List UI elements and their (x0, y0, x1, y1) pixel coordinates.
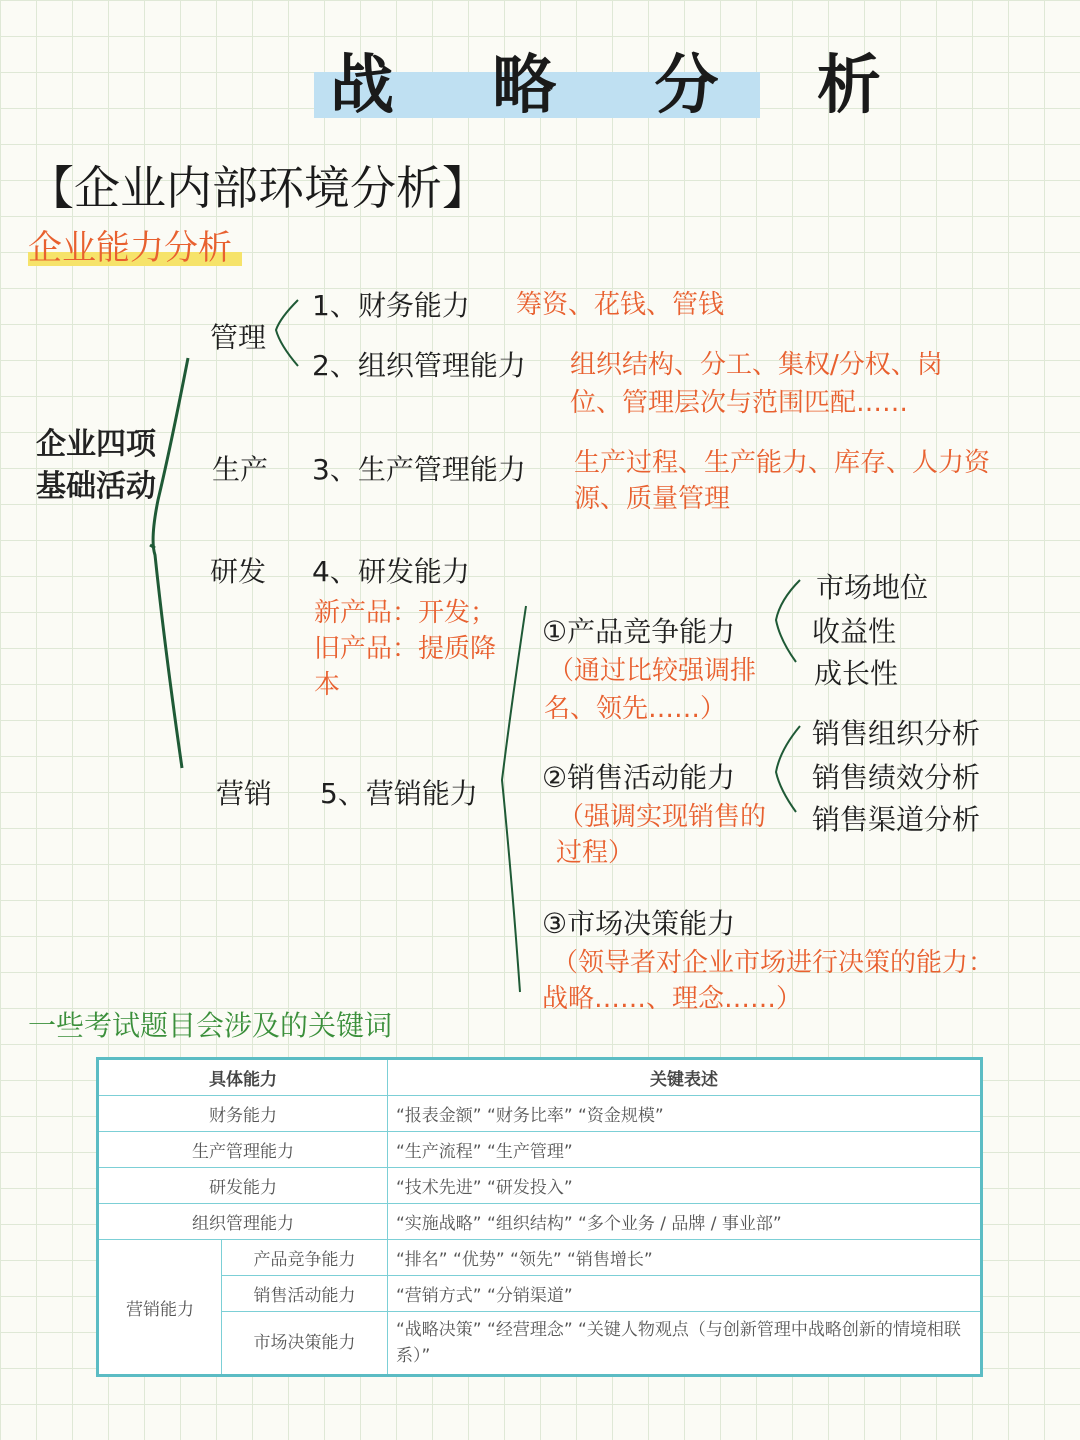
item-rd: 4、研发能力 (312, 555, 470, 588)
group-manage: 管理 (210, 321, 267, 354)
m1-brace (776, 580, 800, 662)
keywords-table (96, 1057, 983, 1377)
row-ability: 产品竞争能力 (222, 1240, 388, 1276)
group-market: 营销 (216, 777, 273, 810)
note-org-1: 组织结构、分工、集权/分权、岗 (570, 350, 943, 380)
note-rd-2: 旧产品：提质降 (314, 634, 497, 664)
group-produce: 生产 (212, 453, 269, 486)
m1-item-1: 市场地位 (816, 571, 929, 604)
header-keywords: 关键表述 (388, 1059, 982, 1096)
market-m3-note-1: （领导者对企业市场进行决策的能力： (552, 948, 995, 978)
market-m3: ③市场决策能力 (542, 907, 736, 940)
market-m1-note-2: 名、领先……） (544, 694, 727, 724)
manage-brace (276, 300, 298, 366)
table-row (98, 1132, 982, 1168)
row-ability: 研发能力 (98, 1168, 388, 1204)
table-row (98, 1168, 982, 1204)
root-node: 企业四项基础活动 (36, 427, 156, 504)
keywords-caption: 一些考试题目会涉及的关键词 (28, 1009, 393, 1042)
market-brace (502, 606, 526, 992)
row-keywords: “战略决策” “经营理念” “关键人物观点（与创新管理中战略创新的情境相联系）” (388, 1312, 982, 1376)
root-brace (153, 358, 188, 768)
table-row (98, 1312, 982, 1376)
market-m2-note-2: 过程） (556, 838, 635, 868)
table-header-row (98, 1059, 982, 1096)
note-prod-2: 源、质量管理 (574, 484, 731, 514)
row-ability: 市场决策能力 (222, 1312, 388, 1376)
row-ability: 财务能力 (98, 1096, 388, 1132)
subtitle: 企业能力分析 (28, 228, 232, 268)
row-keywords: “营销方式” “分销渠道” (388, 1276, 982, 1312)
header-ability: 具体能力 (98, 1059, 388, 1096)
m2-brace (776, 726, 800, 812)
row-ability: 组织管理能力 (98, 1204, 388, 1240)
note-rd-3: 本 (314, 670, 341, 700)
market-m3-note-2: 战略……、理念……） (542, 984, 803, 1014)
m2-item-3: 销售渠道分析 (812, 803, 981, 836)
note-prod-1: 生产过程、生产能力、库存、人力资 (574, 448, 991, 478)
row-ability: 销售活动能力 (222, 1276, 388, 1312)
market-m1-note-1: （通过比较强调排 (548, 656, 757, 686)
note-org-2: 位、管理层次与范围匹配…… (570, 388, 909, 418)
page-title: 战 略 分 析 (330, 49, 919, 123)
table-row (98, 1240, 982, 1276)
marketing-group-cell: 营销能力 (98, 1240, 222, 1376)
item-org: 2、组织管理能力 (312, 349, 526, 382)
item-prod: 3、生产管理能力 (312, 453, 526, 486)
row-keywords: “生产流程” “生产管理” (388, 1132, 982, 1168)
item-market: 5、营销能力 (320, 777, 478, 810)
section-heading: 【企业内部环境分析】 (28, 161, 488, 215)
note-finance: 筹资、花钱、管钱 (516, 290, 725, 320)
m2-item-2: 销售绩效分析 (812, 761, 981, 794)
row-keywords: “技术先进” “研发投入” (388, 1168, 982, 1204)
table-row (98, 1096, 982, 1132)
item-finance: 1、财务能力 (312, 289, 470, 322)
row-keywords: “实施战略” “组织结构” “多个业务 / 品牌 / 事业部” (388, 1204, 982, 1240)
note-rd-1: 新产品：开发； (314, 598, 497, 628)
group-rd: 研发 (210, 555, 267, 588)
table-row (98, 1276, 982, 1312)
table-row (98, 1204, 982, 1240)
row-keywords: “报表金额” “财务比率” “资金规模” (388, 1096, 982, 1132)
market-m1: ①产品竞争能力 (542, 615, 736, 648)
market-m2: ②销售活动能力 (542, 761, 736, 794)
row-ability: 生产管理能力 (98, 1132, 388, 1168)
m2-item-1: 销售组织分析 (812, 717, 981, 750)
m1-item-2: 收益性 (812, 615, 897, 648)
row-keywords: “排名” “优势” “领先” “销售增长” (388, 1240, 982, 1276)
market-m2-note-1: （强调实现销售的 (558, 802, 767, 832)
m1-item-3: 成长性 (814, 657, 899, 690)
